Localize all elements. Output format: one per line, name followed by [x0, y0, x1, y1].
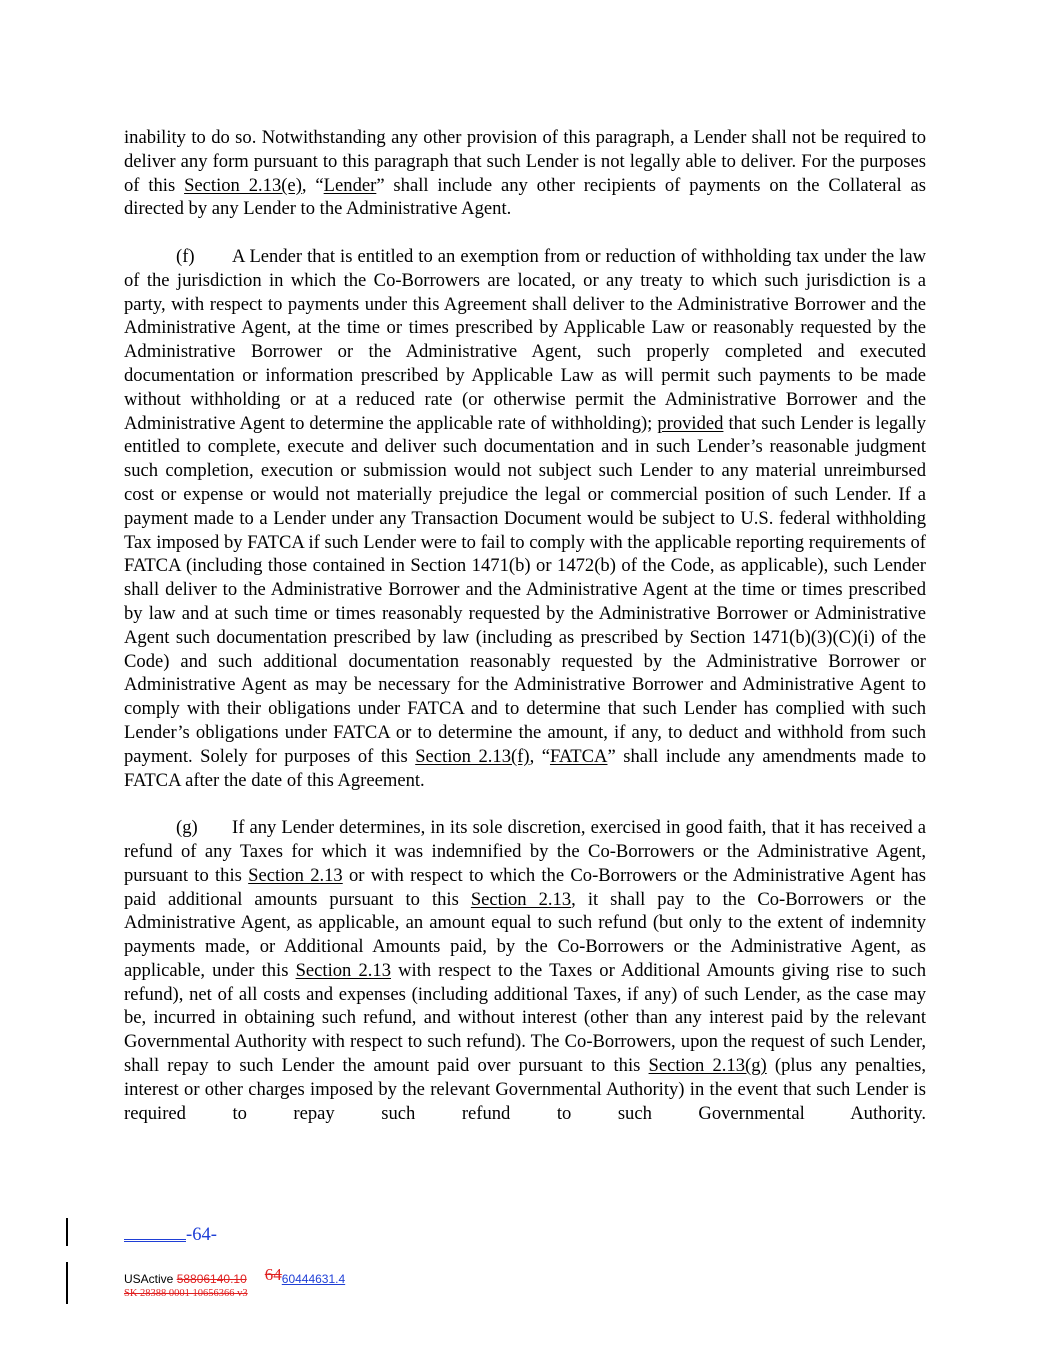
- defined-term-lender: Lender: [323, 174, 377, 196]
- text-run: ” shall include any other recipients of payments on the Collateral as directed by any Lender to the Administrative Agent.: [124, 174, 927, 220]
- page-number-footer: [124, 1221, 217, 1246]
- section-reference: Section 2.13(g): [648, 1055, 767, 1077]
- deleted-page-number: 64: [264, 1265, 282, 1284]
- text-run: or with respect to which the Co-Borrowers or the Administrative Agent has paid additional amounts pursuant to this: [124, 864, 926, 910]
- doc-prefix: USActive: [124, 1272, 177, 1286]
- text-run: A Lender that is entitled to an exemption from or reduction of withholding tax under the law of the jurisdiction in which the Co-Borrowers are located, or any treaty to which such jurisdiction is a party, with respect to payments under this Agreement shall deliver to the Administrative Borrower and the Administrative Agent, at the time or times prescribed by Applicable Law or reasonably requested by the Administrative Borrower or the Administrative Agent, such properly completed and executed documentation or information prescribed by Applicable Law as will permit such payments to be made without withholding or at a reduced rate (or otherwise permit the Administrative Borrower and the Administrative Agent to determine the applicable rate of withholding);: [124, 245, 926, 434]
- paragraph-marker: (g): [176, 817, 198, 839]
- deleted-sk-reference: SK 28388 0001 10656366 v3: [124, 1288, 248, 1299]
- section-reference: Section 2.13: [295, 959, 391, 981]
- paragraph-e-continuation: [124, 126, 926, 221]
- text-run: with respect to the Taxes or Additional Amounts giving rise to such refund), net of all costs and expenses (including additional Taxes, if any) of such Lender, as the case may be, incurred in obtaining such refund, and without interest (other than any interest paid by the relevant Governmental Authority with respect to such refund). The Co-Borrowers, upon the request of such Lender, shall repay to such Lender the amount paid over pursuant to this: [124, 959, 926, 1077]
- inserted-doc-id: 60444631.4: [281, 1272, 346, 1286]
- page-number-rule: [124, 1221, 186, 1242]
- section-reference: Section 2.13: [248, 864, 343, 886]
- change-bar: [66, 1218, 68, 1246]
- change-bar: [66, 1262, 68, 1304]
- page-number: -64-: [186, 1224, 217, 1245]
- paragraph-f: [124, 245, 926, 792]
- text-run: that such Lender is legally entitled to complete, execute and deliver such documentation and in such Lender’s reasonable judgment such completion, execution or submission would not subject such Lender to any material unreimbursed cost or expense or would not materially prejudice the legal or commercial position of such Lender. If a payment made to a Lender under any Transaction Document would be subject to U.S. federal withholding Tax imposed by FATCA if such Lender were to fail to comply with the applicable reporting requirements of FATCA (including those contained in Section 1471(b) or 1472(b) of the Code, as applicable), such Lender shall deliver to the Administrative Borrower and the Administrative Agent at the time or times prescribed by law and at such time or times reasonably requested by the Administrative Borrower or Administrative Agent such documentation prescribed by law (including as prescribed by Section 1471(b)(3)(C)(i) of the Code) and such additional documentation reasonably requested by the Administrative Borrower or Administrative Agent as may be necessary for the Administrative Borrower and Administrative Agent to comply with their obligations under FATCA and to determine that such Lender has complied with such Lender’s obligations under FATCA or to determine the amount, if any, to deduct and withhold from such payment. Solely for purposes of this: [124, 412, 926, 767]
- section-reference: Section 2.13(f): [415, 745, 530, 767]
- text-run: If any Lender determines, in its sole discretion, exercised in good faith, that it has received a refund of any Taxes for which it was indemnified by the Co-Borrowers or the Administrative Agent, pursuant to this: [124, 817, 926, 886]
- section-reference: Section 2.13(e): [184, 174, 302, 196]
- section-reference: Section 2.13: [470, 888, 572, 910]
- document-id-footer: [124, 1265, 346, 1288]
- text-run: , “: [301, 174, 324, 196]
- text-run: inability to do so. Notwithstanding any other provision of this paragraph, a Lender shall not be required to deliver any form pursuant to this paragraph that such Lender is not legally able to deliver. For the purposes of this: [124, 127, 926, 196]
- deleted-doc-id: 58806140.10: [176, 1272, 247, 1286]
- paragraph-marker: (f): [176, 245, 195, 267]
- paragraph-g: [124, 816, 926, 1125]
- document-body: [124, 126, 926, 1125]
- text-run: (plus any penalties, interest or other charges imposed by the relevant Governmental Authority) in the event that such Lender is required to repay such refund to such Governmental Authority.: [124, 1055, 926, 1124]
- defined-term-fatca: FATCA: [549, 745, 608, 767]
- text-run: , it shall pay to the Co-Borrowers or the Administrative Agent, as applicable, an amount equal to such refund (but only to the extent of indemnity payments made, or Additional Amounts paid, by the Co-Borrowers or the Administrative Agent, as applicable, under this: [124, 888, 926, 981]
- provided-term: provided: [657, 412, 724, 434]
- text-run: ” shall include any amendments made to FATCA after the date of this Agreement.: [124, 745, 926, 791]
- text-run: , “: [529, 745, 550, 767]
